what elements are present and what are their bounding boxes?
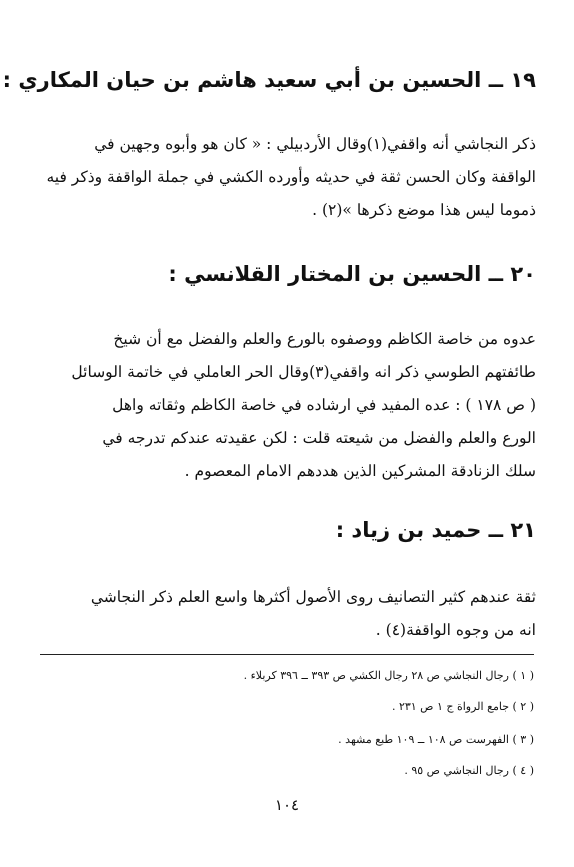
footnote-1: ( ١ ) رجال النجاشي ص ٢٨ رجال الكشي ص ٣٩٣ ــ ٣٩٦ كربلاء .: [243, 669, 534, 682]
footnote-3: ( ٣ ) الفهرست ص ١٠٨ ــ ١٠٩ طبع مشهد .: [338, 733, 534, 746]
entry-21-line-2: انه من وجوه الواقفة(٤) .: [375, 621, 536, 639]
entry-19-line-1: ذكر النجاشي أنه واقفي(١)وقال الأردبيلي : « كان هو وأبوه وجهين في: [94, 135, 536, 153]
entry-19-line-3: ذموما ليس هذا موضع ذكرها »(٢) .: [312, 201, 536, 219]
entry-20-line-2: طائفتهم الطوسي ذكر انه واقفي(٣)وقال الحر العاملي في خاتمة الوسائل: [71, 363, 536, 381]
entry-21-body: [36, 581, 536, 647]
entry-20-line-1: عدوه من خاصة الكاظم ووصفوه بالورع والعلم والفضل مع أن شيخ: [113, 330, 536, 348]
entry-20-line-3: ( ص ١٧٨ ) : عده المفيد في ارشاده في خاصة الكاظم وثقاته واهل: [112, 396, 536, 414]
entry-19-line-2: الواقفة وكان الحسن ثقة في حديثه وأورده الكشي في جملة الواقفة وذكر فيه: [46, 168, 536, 186]
entry-19-heading: ١٩ ــ الحسين بن أبي سعيد هاشم بن حيان المكاري :: [2, 68, 536, 92]
entry-20-line-5: سلك الزنادقة المشركين الذين هددهم الامام المعصوم .: [184, 462, 536, 480]
page-number: ١٠٤: [274, 796, 300, 814]
footnote-divider: [40, 654, 534, 655]
entry-20-heading: ٢٠ ــ الحسين بن المختار القلانسي :: [168, 262, 536, 286]
footnote-2: ( ٢ ) جامع الرواة ج ١ ص ٢٣١ .: [391, 700, 534, 713]
entry-21-heading: ٢١ ــ حميد بن زياد :: [335, 518, 536, 542]
footnote-4: ( ٤ ) رجال النجاشي ص ٩٥ .: [404, 764, 534, 777]
entry-21-line-1: ثقة عندهم كثير التصانيف روى الأصول أكثرها واسع العلم ذكر النجاشي: [90, 588, 536, 606]
entry-20-body: [36, 323, 536, 488]
entry-20-line-4: الورع والعلم والفضل من شيعته قلت : لكن عقيدته عندكم تدرجه في: [102, 429, 536, 447]
entry-19-body: [36, 128, 536, 227]
